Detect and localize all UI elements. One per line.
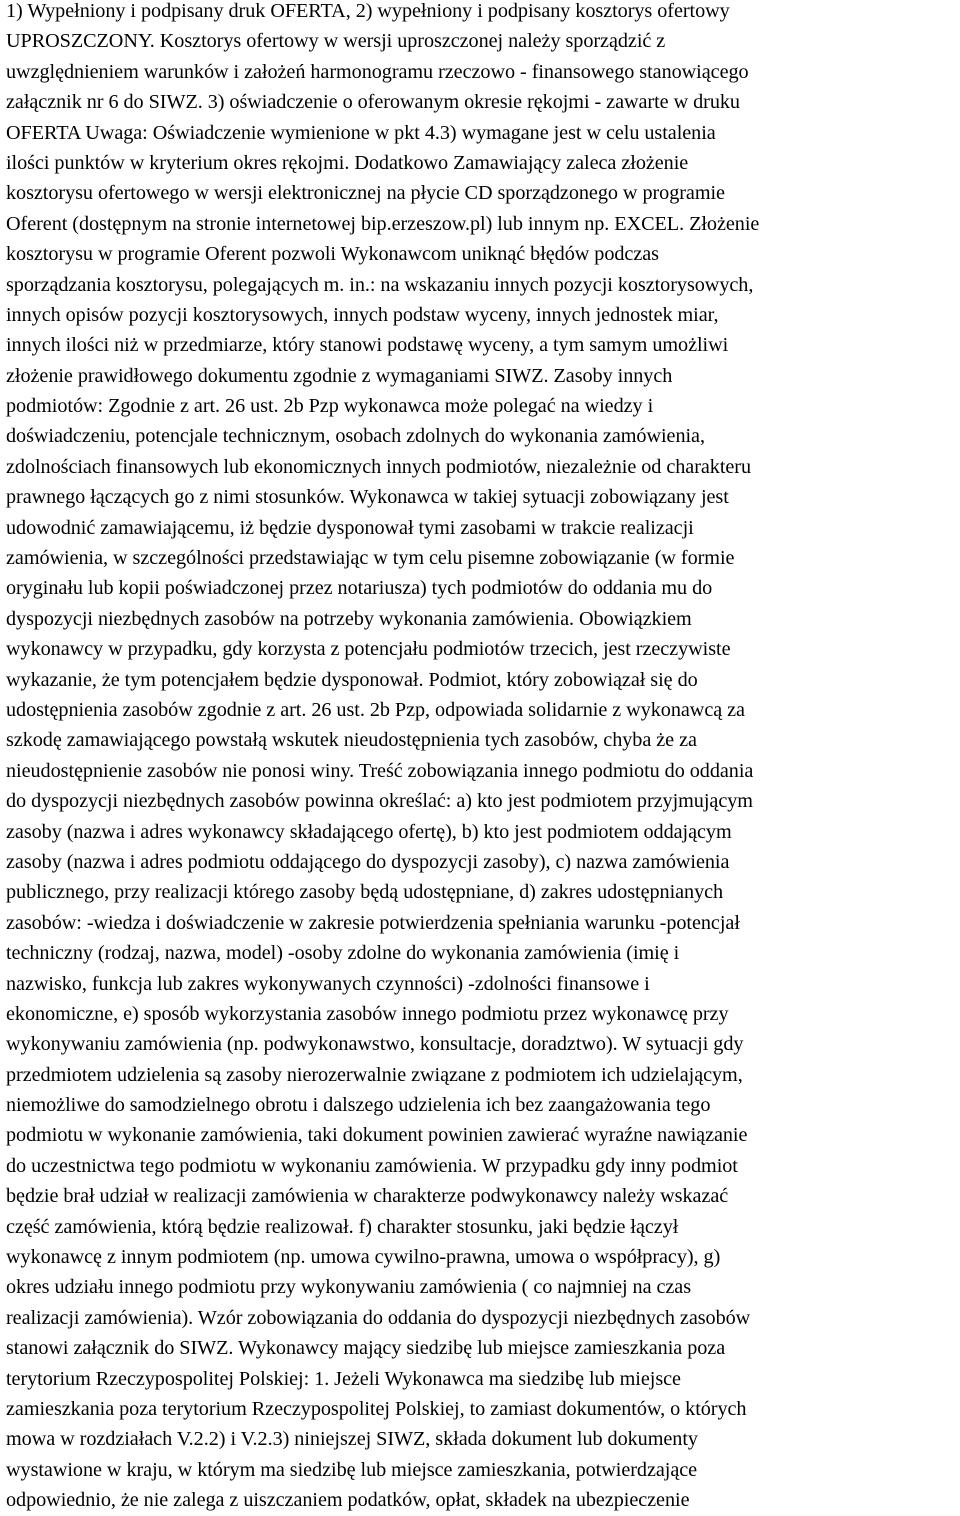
text-line: stanowi załącznik do SIWZ. Wykonawcy mający siedzibę lub miejsce zamieszkania poza [6, 1337, 726, 1360]
text-line: innych ilości niż w przedmiarze, który stanowi podstawę wyceny, a tym samym umożliwi [6, 334, 729, 357]
text-line: nieudostępnienie zasobów nie ponosi winy. Treść zobowiązania innego podmiotu do oddania [6, 759, 754, 782]
text-line: wystawione w kraju, w którym ma siedzibę lub miejsce zamieszkania, potwierdzające [6, 1458, 698, 1481]
text-line: wykonywaniu zamówienia (np. podwykonawstwo, konsultacje, doradztwo). W sytuacji gdy [6, 1033, 744, 1056]
text-line: szkodę zamawiającego powstałą wskutek nieudostępnienia tych zasobów, chyba że za [6, 729, 697, 752]
text-line: do uczestnictwa tego podmiotu w wykonaniu zamówienia. W przypadku gdy inny podmiot [6, 1154, 738, 1177]
text-line: niemożliwe do samodzielnego obrotu i dalszego udzielenia ich bez zaangażowania tego [6, 1094, 711, 1117]
text-line: udostępnienia zasobów zgodnie z art. 26 ust. 2b Pzp, odpowiada solidarnie z wykonawcą za [6, 698, 745, 721]
text-line: wykazanie, że tym potencjałem będzie dysponował. Podmiot, który zobowiązał się do [6, 668, 698, 691]
text-line: innych opisów pozycji kosztorysowych, innych podstaw wyceny, innych jednostek miar, [6, 303, 719, 326]
text-line: złożenie prawidłowego dokumentu zgodnie z wymaganiami SIWZ. Zasoby innych [6, 364, 673, 387]
text-line: prawnego łączących go z nimi stosunków. Wykonawca w takiej sytuacji zobowiązany jest [6, 486, 729, 509]
text-line: zdolnościach finansowych lub ekonomicznych innych podmiotów, niezależnie od charakteru [6, 455, 752, 478]
text-line: techniczny (rodzaj, nazwa, model) -osoby zdolne do wykonania zamówienia (imię i [6, 942, 680, 965]
text-line: załącznik nr 6 do SIWZ. 3) oświadczenie o oferowanym okresie rękojmi - zawarte w druku [6, 91, 740, 114]
text-line: zasobów: -wiedza i doświadczenie w zakresie potwierdzenia spełniania warunku -potencjał [6, 911, 740, 934]
text-line: doświadczeniu, potencjale technicznym, osobach zdolnych do wykonania zamówienia, [6, 425, 705, 448]
body-text [6, 0, 954, 1516]
text-line: uwzględnieniem warunków i założeń harmonogramu rzeczowo - finansowego stanowiącego [6, 60, 749, 83]
text-line: okres udziału innego podmiotu przy wykonywaniu zamówienia ( co najmniej na czas [6, 1276, 692, 1299]
text-line: dyspozycji niezbędnych zasobów na potrzeby wykonania zamówienia. Obowiązkiem [6, 607, 692, 630]
text-line: zasoby (nazwa i adres podmiotu oddającego do dyspozycji zasoby), c) nazwa zamówienia [6, 850, 730, 873]
text-line: sporządzania kosztorysu, polegających m. in.: na wskazaniu innych pozycji kosztorysowych, [6, 273, 754, 296]
text-line: kosztorysu w programie Oferent pozwoli Wykonawcom uniknąć błędów podczas [6, 243, 659, 266]
text-line: OFERTA Uwaga: Oświadczenie wymienione w pkt 4.3) wymagane jest w celu ustalenia [6, 121, 716, 144]
text-line: zamieszkania poza terytorium Rzeczypospolitej Polskiej, to zamiast dokumentów, o których [6, 1397, 747, 1420]
text-line: będzie brał udział w realizacji zamówienia w charakterze podwykonawcy należy wskazać [6, 1185, 729, 1208]
text-line: UPROSZCZONY. Kosztorys ofertowy w wersji uproszczonej należy sporządzić z [6, 30, 666, 53]
text-line: mowa w rozdziałach V.2.2) i V.2.3) niniejszej SIWZ, składa dokument lub dokumenty [6, 1428, 698, 1451]
text-line: podmiotów: Zgodnie z art. 26 ust. 2b Pzp wykonawca może polegać na wiedzy i [6, 395, 654, 418]
text-line: zamówienia, w szczególności przedstawiając w tym celu pisemne zobowiązanie (w formie [6, 547, 735, 570]
text-line: terytorium Rzeczypospolitej Polskiej: 1. Jeżeli Wykonawca ma siedzibę lub miejsce [6, 1367, 681, 1390]
text-line: podmiotu w wykonanie zamówienia, taki dokument powinien zawierać wyraźne nawiązanie [6, 1124, 748, 1147]
text-line: realizacji zamówienia). Wzór zobowiązania do oddania do dyspozycji niezbędnych zasobów [6, 1306, 751, 1329]
text-line: publicznego, przy realizacji którego zasoby będą udostępniane, d) zakres udostępnianych [6, 881, 724, 904]
text-line: kosztorysu ofertowego w wersji elektronicznej na płycie CD sporządzonego w programie [6, 182, 725, 205]
text-line: nazwisko, funkcja lub zakres wykonywanych czynności) -zdolności finansowe i [6, 972, 650, 995]
text-line: 1) Wypełniony i podpisany druk OFERTA, 2) wypełniony i podpisany kosztorys ofertowy [6, 0, 730, 22]
text-line: część zamówienia, którą będzie realizował. f) charakter stosunku, jaki będzie łączył [6, 1215, 679, 1238]
text-line: ekonomiczne, e) sposób wykorzystania zasobów innego podmiotu przez wykonawcę przy [6, 1002, 729, 1025]
text-line: udowodnić zamawiającemu, iż będzie dysponował tymi zasobami w trakcie realizacji [6, 516, 694, 539]
text-line: zasoby (nazwa i adres wykonawcy składającego ofertę), b) kto jest podmiotem oddającym [6, 820, 732, 843]
text-line: odpowiednio, że nie zalega z uiszczaniem podatków, opłat, składek na ubezpieczenie [6, 1489, 690, 1512]
text-line: oryginału lub kopii poświadczonej przez notariusza) tych podmiotów do oddania mu do [6, 577, 713, 600]
text-line: wykonawcę z innym podmiotem (np. umowa cywilno-prawna, umowa o współpracy), g) [6, 1246, 721, 1269]
text-line: ilości punktów w kryterium okres rękojmi. Dodatkowo Zamawiający zaleca złożenie [6, 151, 689, 174]
text-line: przedmiotem udzielenia są zasoby nierozerwalnie związane z podmiotem ich udzielającym, [6, 1063, 743, 1086]
text-line: wykonawcy w przypadku, gdy korzysta z potencjału podmiotów trzecich, jest rzeczywiste [6, 638, 731, 661]
text-line: do dyspozycji niezbędnych zasobów powinna określać: a) kto jest podmiotem przyjmującym [6, 790, 753, 813]
text-line: Oferent (dostępnym na stronie internetowej bip.erzeszow.pl) lub innym np. EXCEL. Złożenie [6, 212, 760, 235]
